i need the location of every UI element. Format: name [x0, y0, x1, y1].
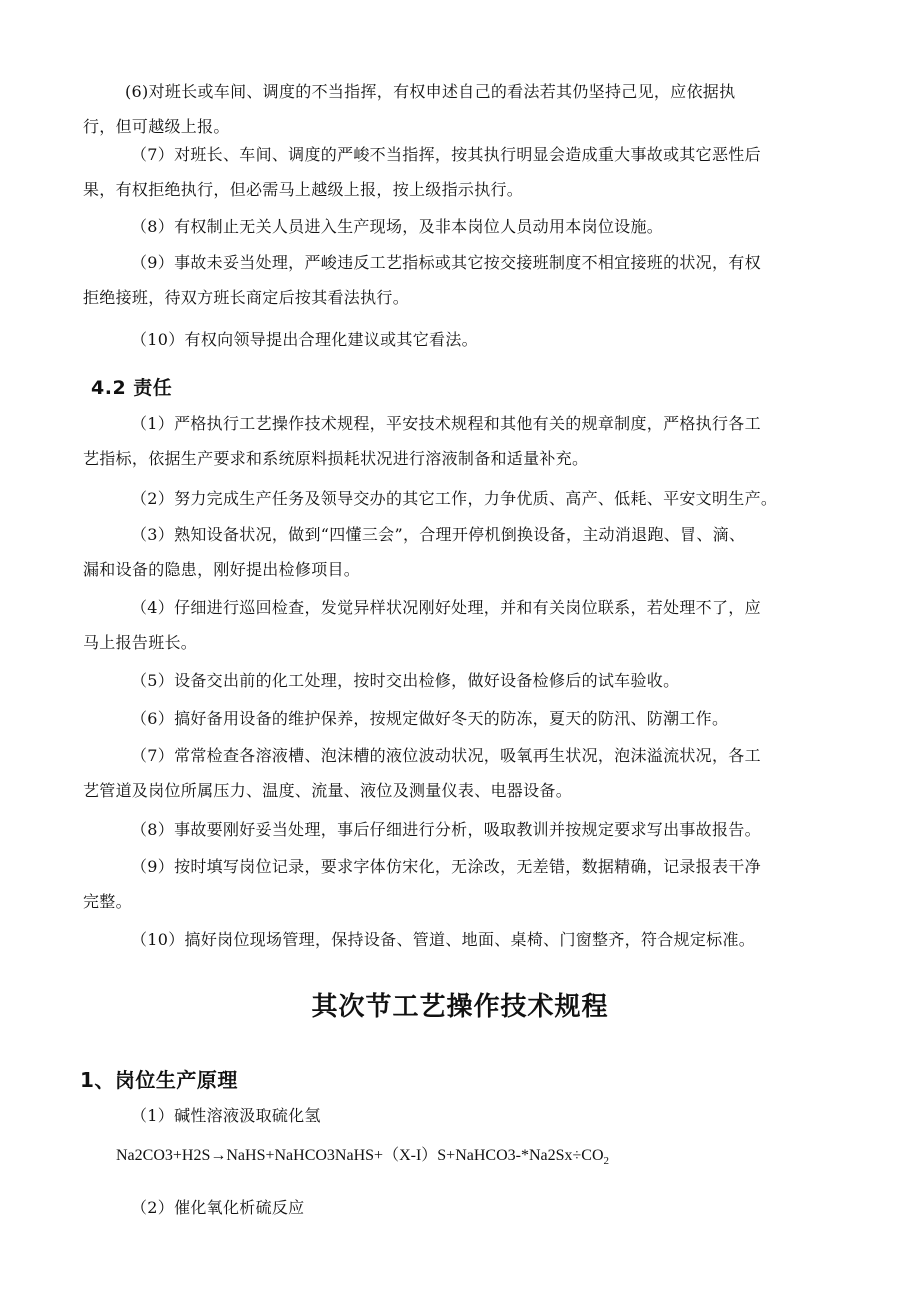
- duty-item-4-line2: 马上报告班长。: [83, 633, 198, 652]
- chemical-formula-main: Na2CO3+H2S→NaHS+NaHCO3NaHS+（X-I）S+NaHCO3-*Na2Sx÷CO: [116, 1147, 604, 1164]
- duty-item-10: [83, 922, 848, 957]
- rights-item-8: [83, 209, 848, 244]
- rights-item-7-line2: 果，有权拒绝执行，但必需马上越级上报，按上级指示执行。: [83, 180, 524, 199]
- rights-item-10: [83, 322, 848, 357]
- duty-item-7: [83, 738, 848, 808]
- rights-item-9-line1: （9）事故未妥当处理，严峻违反工艺指标或其它按交接班制度不相宜接班的状况，有权: [131, 253, 761, 272]
- section-4-2-heading: 4.2 责任: [91, 377, 173, 399]
- rights-item-7-line1: （7）对班长、车间、调度的严峻不当指挥，按其执行明显会造成重大事故或其它恶性后: [131, 145, 761, 164]
- duty-item-1-line2: 艺指标，依据生产要求和系统原料损耗状况进行溶液制备和适量补充。: [83, 449, 589, 468]
- duty-item-8: [83, 812, 848, 847]
- duty-item-6-line1: （6）搞好备用设备的维护保养，按规定做好冬天的防冻，夏天的防汛、防潮工作。: [131, 709, 729, 728]
- duty-item-9-line2: 完整。: [83, 892, 132, 911]
- duty-item-4-line1: （4）仔细进行巡回检查，发觉异样状况刚好处理，并和有关岗位联系，若处理不了，应: [131, 598, 761, 617]
- rights-item-9-line2: 拒绝接班，待双方班长商定后按其看法执行。: [83, 288, 410, 307]
- rights-item-6-line1: (6)对班长或车间、调度的不当指挥，有权申述自己的看法若其仍坚持己见，应依据执: [125, 82, 736, 101]
- rights-item-8-line1: （8）有权制止无关人员进入生产现场，及非本岗位人员动用本岗位设施。: [131, 217, 664, 236]
- chemical-formula-subscript: 2: [603, 1155, 610, 1168]
- principle-item-2: [83, 1190, 848, 1225]
- chapter-title: 其次节工艺操作技术规程: [311, 992, 609, 1022]
- duty-item-5-line1: （5）设备交出前的化工处理，按时交出检修，做好设备检修后的试车验收。: [131, 671, 680, 690]
- rights-item-6: [83, 74, 848, 144]
- duty-item-2: [83, 481, 848, 516]
- principle-item-1-text: （1）碱性溶液汲取硫化氢: [131, 1106, 321, 1125]
- duty-item-1-line1: （1）严格执行工艺操作技术规程，平安技术规程和其他有关的规章制度，严格执行各工: [131, 414, 761, 433]
- chemical-formula: [116, 1142, 609, 1167]
- duty-item-3-line1: （3）熟知设备状况，做到“四懂三会”，合理开停机倒换设备，主动消退跑、冒、滴、: [131, 525, 746, 544]
- duty-item-9-line1: （9）按时填写岗位记录，要求字体仿宋化，无涂改，无差错，数据精确，记录报表干净: [131, 857, 761, 876]
- duty-item-7-line2: 艺管道及岗位所属压力、温度、流量、液位及测量仪表、电器设备。: [83, 781, 573, 800]
- rights-item-10-line1: （10）有权向领导提出合理化建议或其它看法。: [131, 330, 478, 349]
- duty-item-9: [83, 849, 848, 919]
- duty-item-4: [83, 590, 848, 660]
- duty-item-2-line1: （2）努力完成生产任务及领导交办的其它工作，力争优质、高产、低耗、平安文明生产。: [131, 489, 778, 508]
- section-1-heading: 1、岗位生产原理: [80, 1068, 238, 1092]
- duty-item-5: [83, 663, 848, 698]
- duty-item-3: [83, 517, 848, 587]
- principle-item-1: [83, 1098, 848, 1133]
- rights-item-7: [83, 137, 848, 207]
- rights-item-6-line2: 行，但可越级上报。: [83, 117, 230, 136]
- duty-item-8-line1: （8）事故要刚好妥当处理，事后仔细进行分析，吸取教训并按规定要求写出事故报告。: [131, 820, 761, 839]
- duty-item-7-line1: （7）常常检查各溶液槽、泡沫槽的液位波动状况，吸氧再生状况，泡沫溢流状况，各工: [131, 746, 761, 765]
- principle-item-2-text: （2）催化氧化析硫反应: [131, 1198, 305, 1217]
- rights-item-9: [83, 245, 848, 315]
- duty-item-1: [83, 406, 848, 476]
- duty-item-10-line1: （10）搞好岗位现场管理，保持设备、管道、地面、桌椅、门窗整齐，符合规定标准。: [131, 930, 756, 949]
- duty-item-3-line2: 漏和设备的隐患，刚好提出检修项目。: [83, 560, 361, 579]
- duty-item-6: [83, 701, 848, 736]
